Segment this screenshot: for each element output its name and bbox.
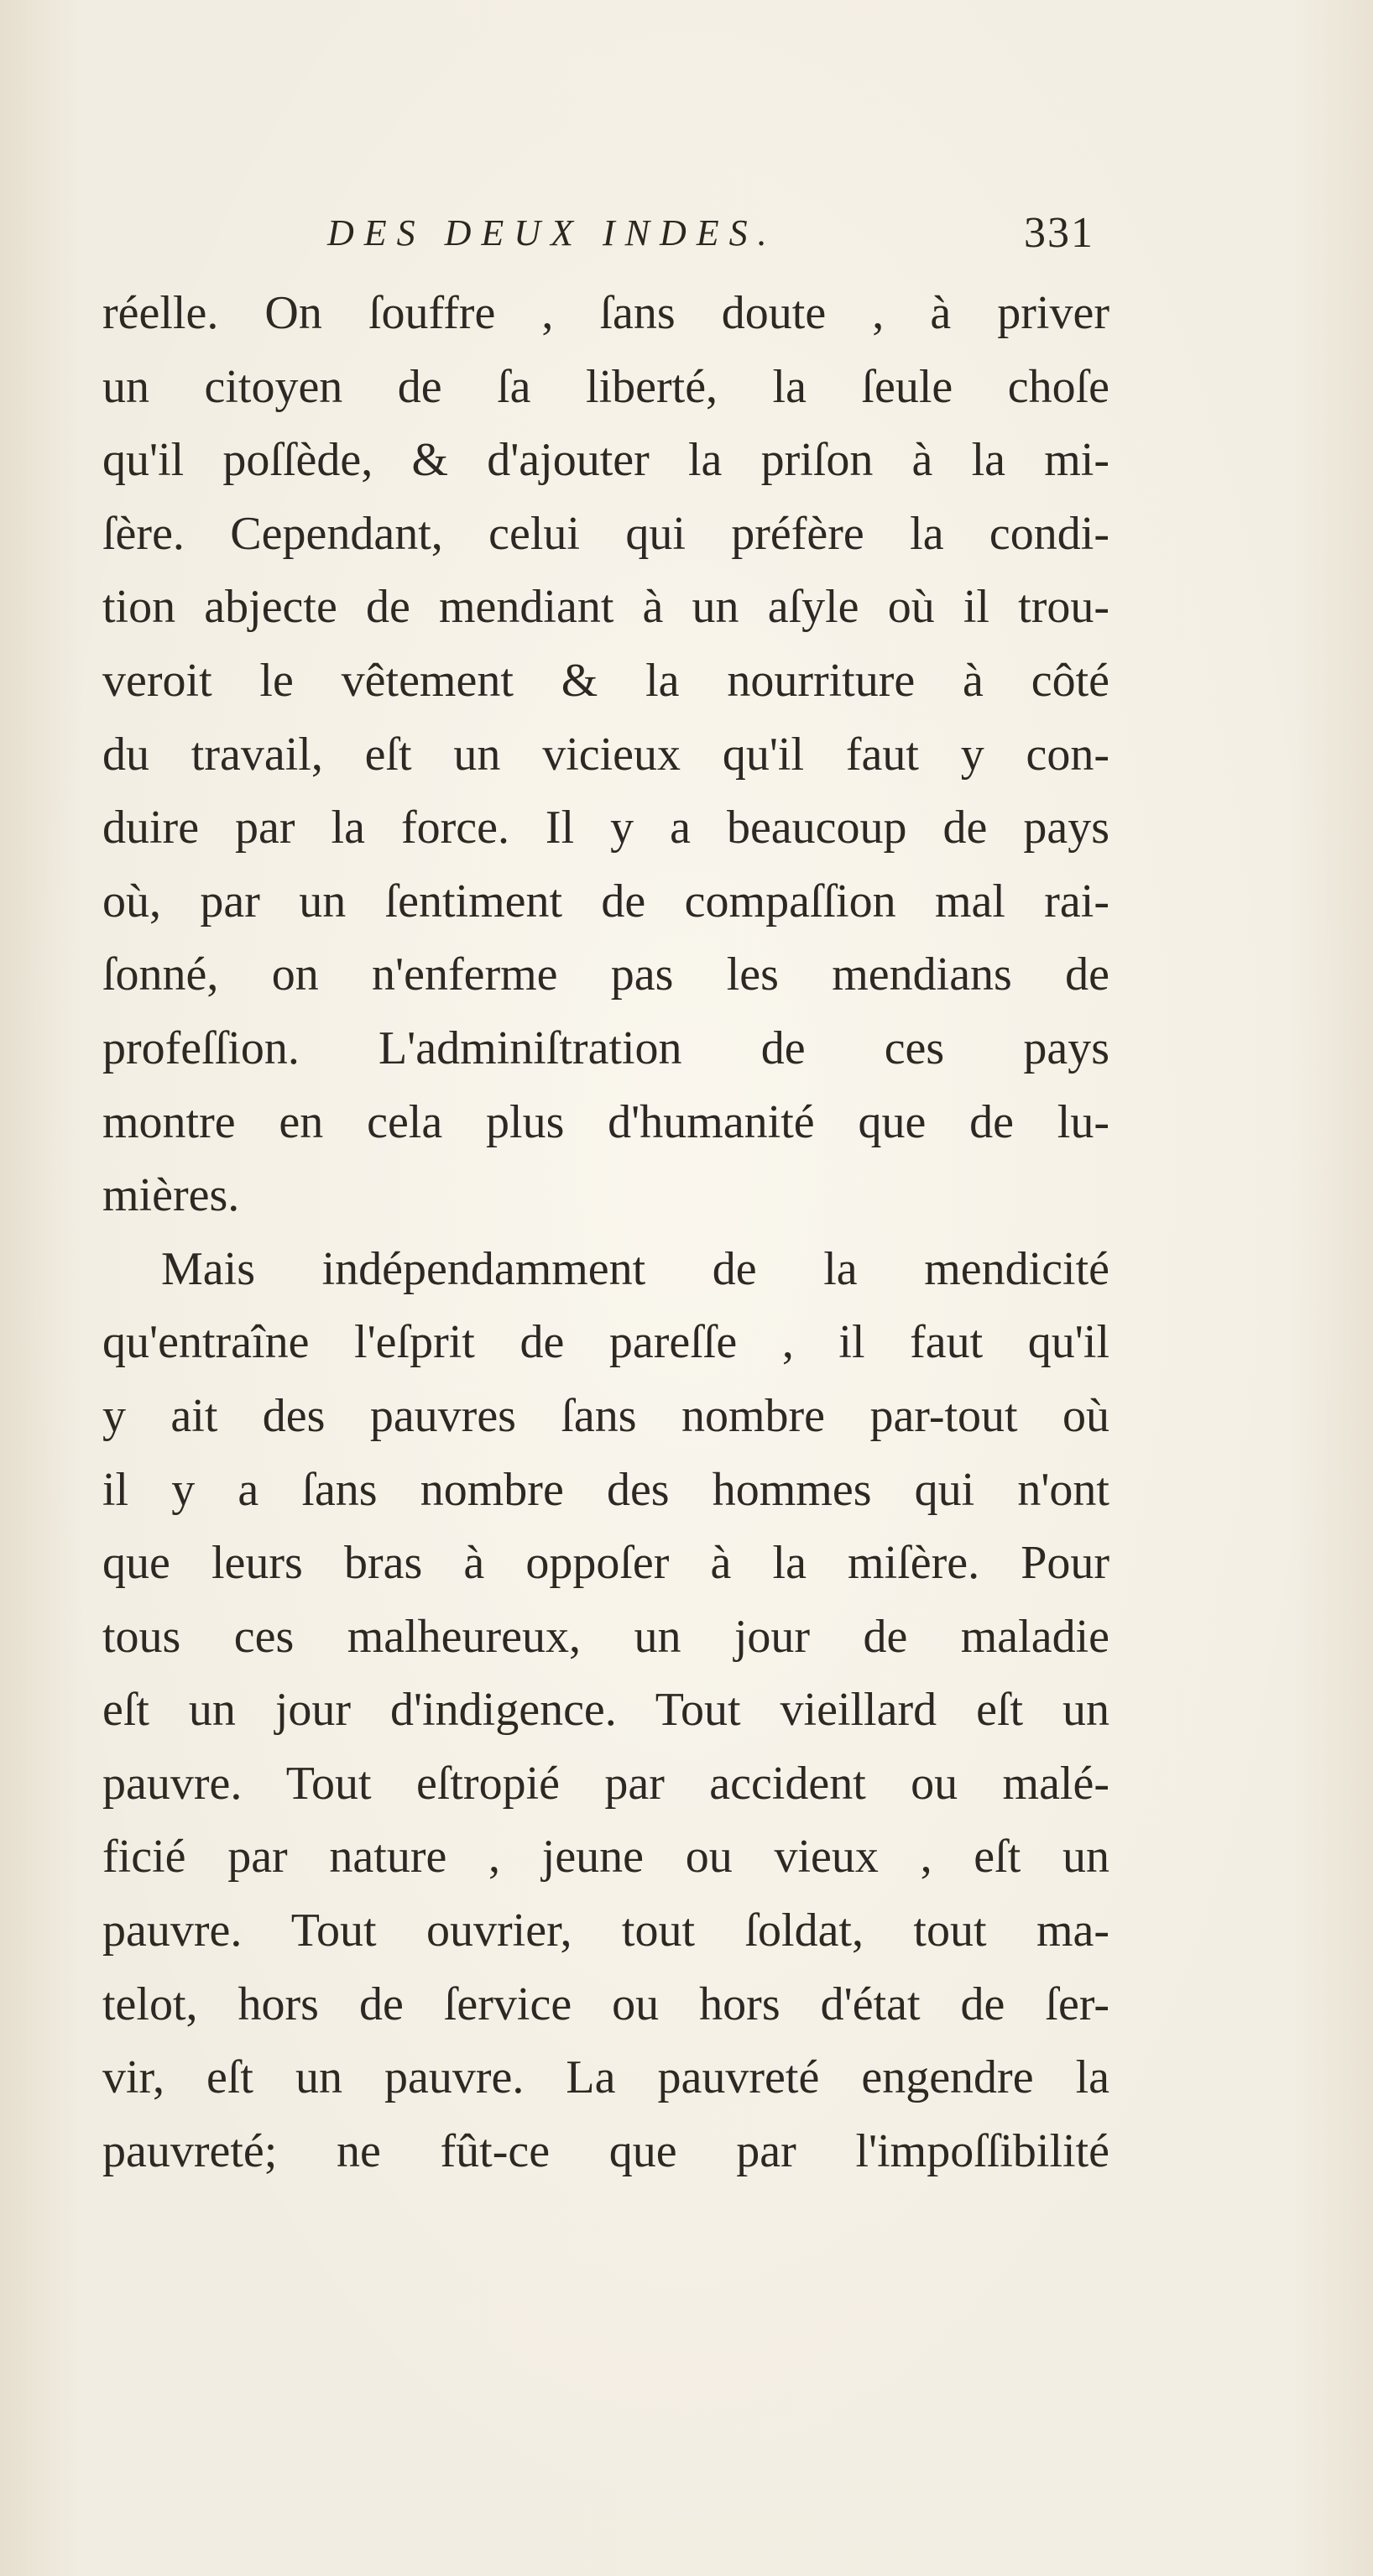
- text-line: eſt un jour d'indigence. Tout vieillard eſt un: [102, 1684, 1109, 1737]
- text-line: que leurs bras à oppoſer à la miſère. Pour: [102, 1537, 1109, 1590]
- text-line: pauvre. Tout ouvrier, tout ſoldat, tout ma-: [102, 1905, 1109, 1957]
- text-line: qu'entraîne l'eſprit de pareſſe , il faut qu'il: [102, 1316, 1109, 1369]
- text-line: pauvre. Tout eſtropié par accident ou malé-: [102, 1757, 1109, 1810]
- paragraph-2: [102, 1233, 1109, 2189]
- text-line: ſère. Cependant, celui qui préfère la condi-: [102, 507, 1109, 560]
- text-line: montre en cela plus d'humanité que de lu-: [102, 1095, 1109, 1148]
- text-line: Mais indépendamment de la mendicité: [161, 1242, 1109, 1295]
- running-title: DES DEUX INDES.: [327, 212, 777, 253]
- text-line: pauvreté; ne fût-ce que par l'impoſſibilité: [102, 2124, 1109, 2177]
- text-line: profeſſion. L'adminiſtration de ces pays: [102, 1022, 1109, 1074]
- text-line: où, par un ſentiment de compaſſion mal rai-: [102, 875, 1109, 927]
- text-line: ficié par nature , jeune ou vieux , eſt un: [102, 1831, 1109, 1884]
- body-text: [102, 277, 1109, 2188]
- text-line: veroit le vêtement & la nourriture à côté: [102, 654, 1109, 707]
- text-line: y ait des pauvres ſans nombre par-tout où: [102, 1389, 1109, 1442]
- paragraph-1: [102, 277, 1109, 1233]
- text-line: vir, eſt un pauvre. La pauvreté engendre la: [102, 2051, 1109, 2104]
- running-head: [327, 208, 1167, 275]
- text-line: ſonné, on n'enferme pas les mendians de: [102, 948, 1109, 1001]
- text-line: du travail, eſt un vicieux qu'il faut y con-: [102, 728, 1109, 781]
- text-line: qu'il poſſède, & d'ajouter la priſon à la mi-: [102, 434, 1109, 487]
- text-line: mières.: [102, 1169, 240, 1222]
- text-line: telot, hors de ſervice ou hors d'état de ſer-: [102, 1978, 1109, 2030]
- text-line: tion abjecte de mendiant à un aſyle où il trou-: [102, 581, 1109, 634]
- text-line: duire par la force. Il y a beaucoup de pays: [102, 802, 1109, 854]
- text-line: tous ces malheureux, un jour de maladie: [102, 1610, 1109, 1663]
- page-number: 331: [1024, 209, 1094, 257]
- text-line: réelle. On ſouffre , ſans doute , à priver: [102, 287, 1109, 339]
- text-line: il y a ſans nombre des hommes qui n'ont: [102, 1463, 1109, 1516]
- text-line: un citoyen de ſa liberté, la ſeule choſe: [102, 360, 1109, 413]
